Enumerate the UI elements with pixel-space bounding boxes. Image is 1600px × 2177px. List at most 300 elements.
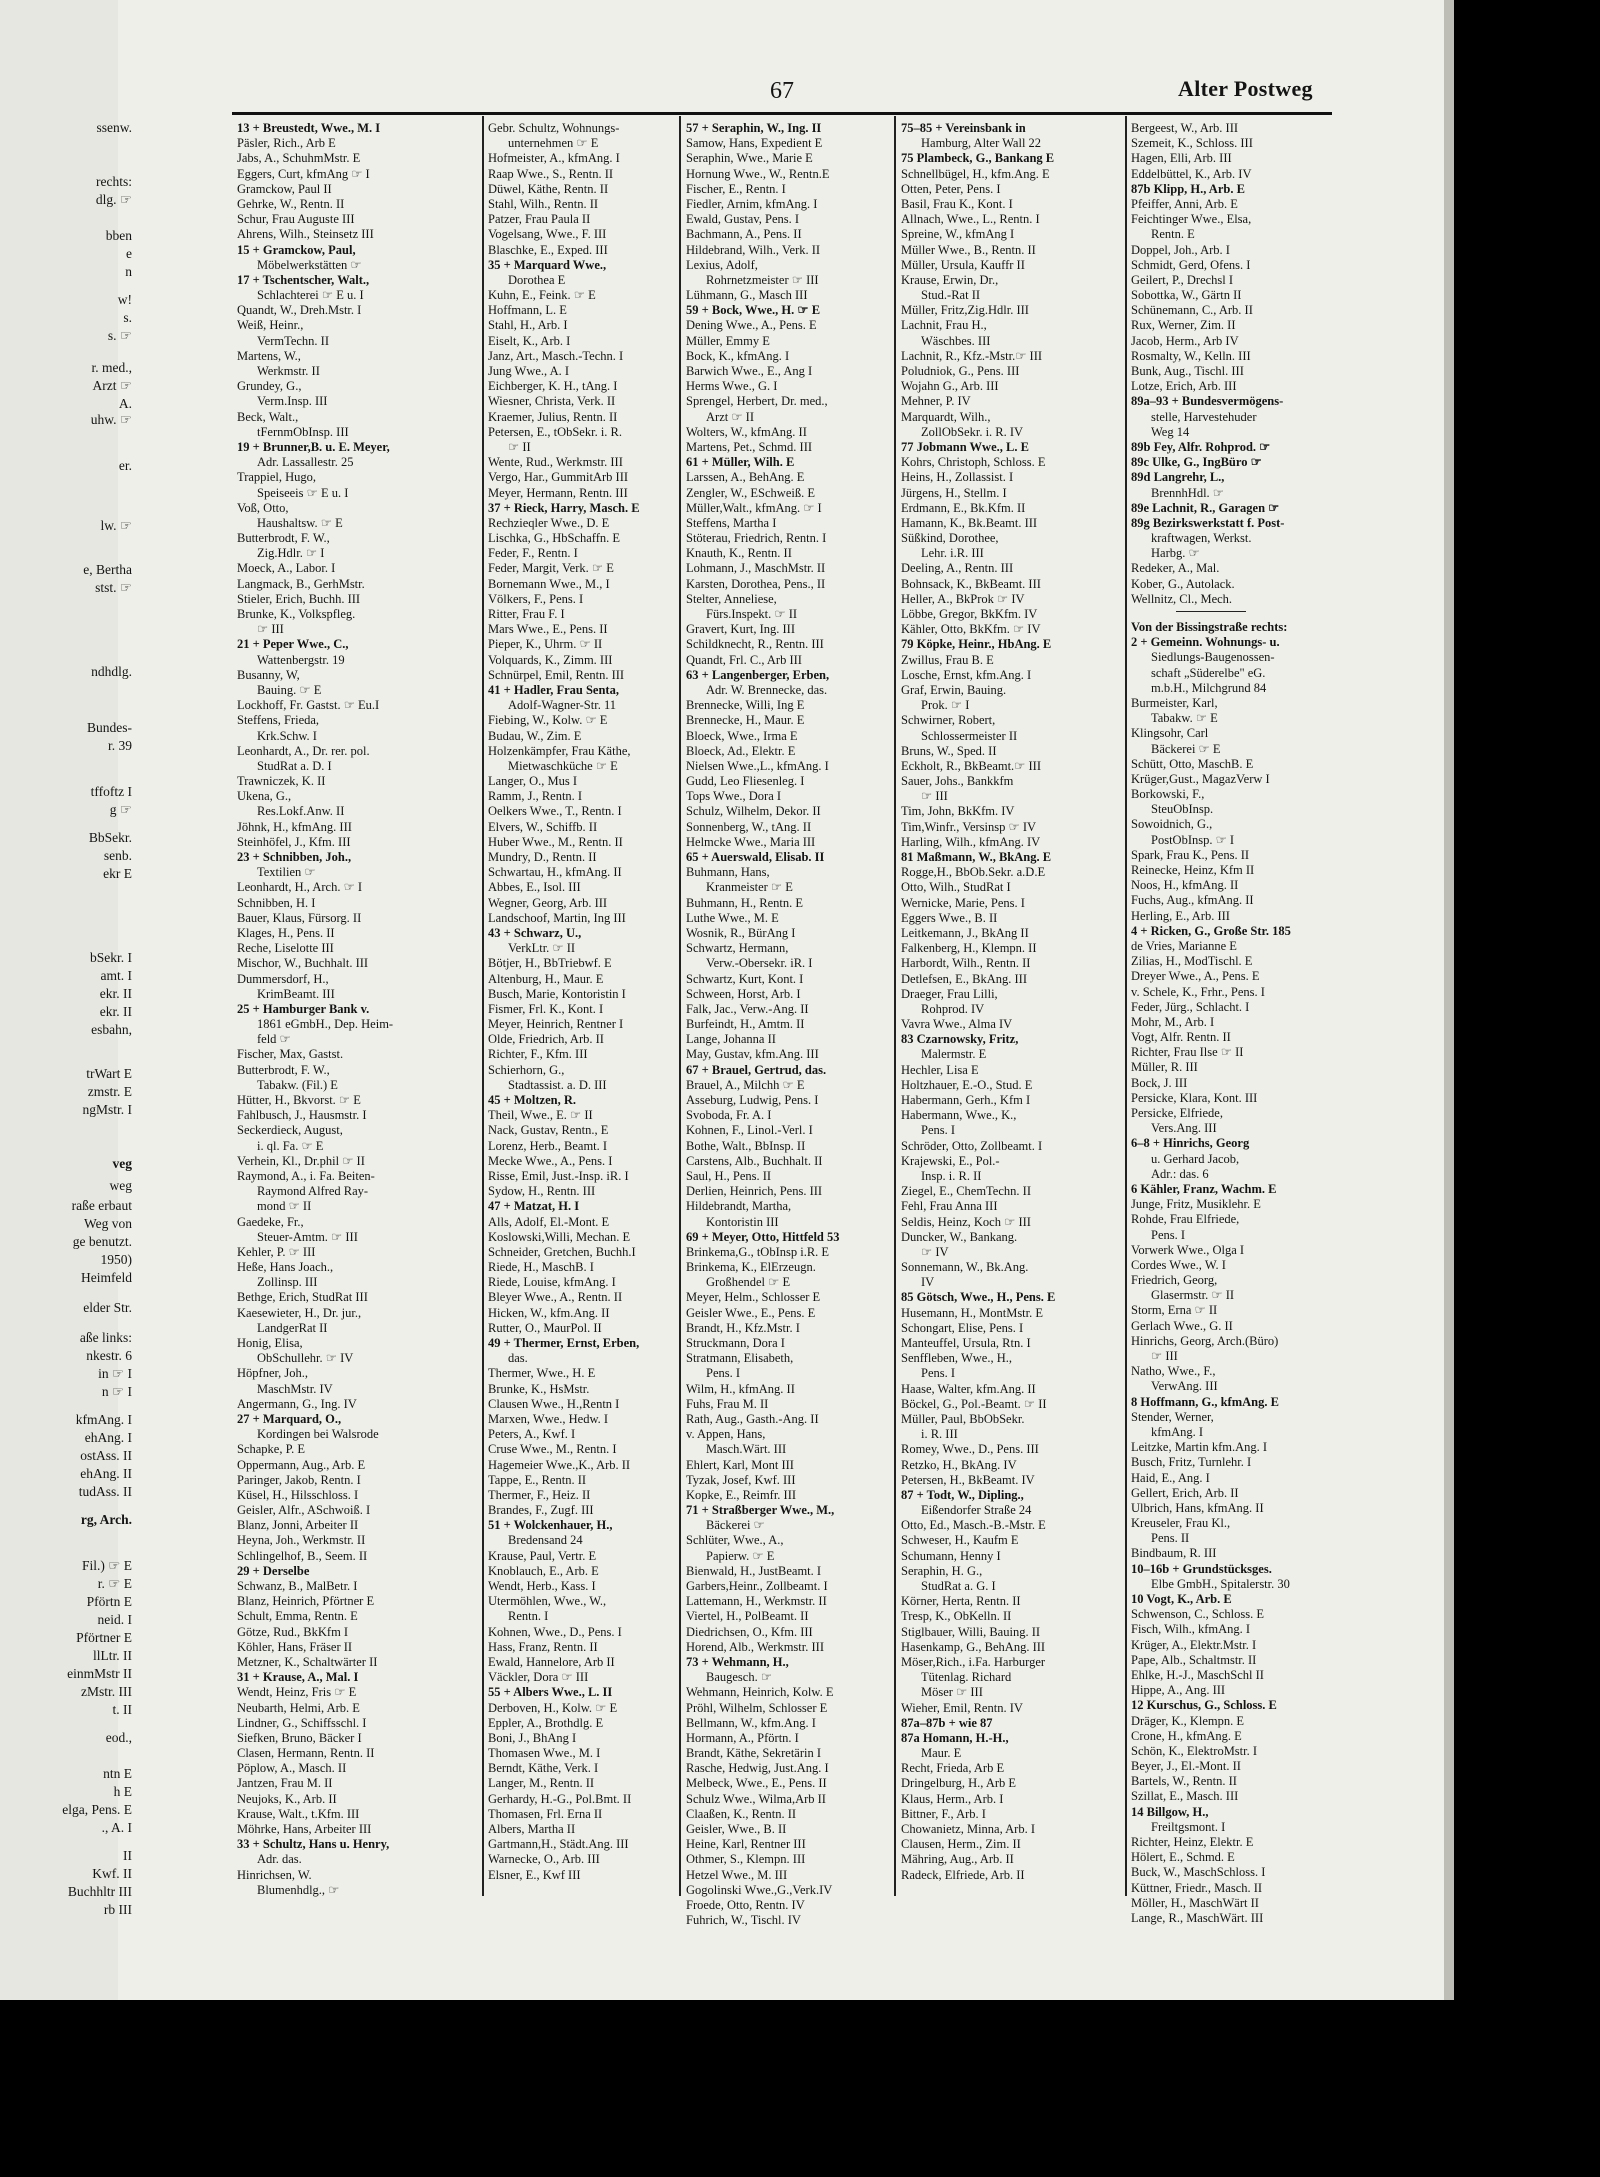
resident-entry: Thomasen Wwe., M. I [488,1746,601,1761]
previous-page-fragment: er. [118,458,132,473]
resident-entry: Bothe, Walt., BbInsp. II [686,1138,806,1153]
resident-entry: Clausen, Herm., Zim. II [901,1837,1021,1852]
resident-entry: Küttner, Friedr., Masch. II [1131,1880,1263,1895]
resident-entry: Stelter, Anneliese, [686,591,777,606]
resident-entry: Kopke, E., Reimfr. III [686,1487,797,1502]
house-number-entry: 21 + Peper Wwe., C., [237,637,349,652]
resident-entry: Wiesner, Christa, Verk. II [488,394,616,409]
resident-entry: Ziegel, E., ChemTechn. II [901,1184,1031,1199]
previous-page-fragment: Weg von [83,1216,132,1231]
previous-page-fragment: n [125,264,132,279]
resident-entry: Junge, Fritz, Musiklehr. E [1131,1197,1261,1212]
resident-entry: Gebr. Schultz, Wohnungs- [488,121,620,135]
entry-continuation: KrimBeamt. III [257,986,335,1001]
previous-page-fragment: ngMstr. I [82,1102,132,1117]
resident-entry: Meyer, Helm., Schlosser E [686,1290,821,1305]
house-number-entry: 75–85 + Vereinsbank in [901,121,1026,135]
resident-entry: Utermöhlen, Wwe., W., [488,1594,607,1609]
resident-entry: Szemeit, K., Schloss. III [1131,136,1253,151]
resident-entry: Landschoof, Martin, Ing III [488,910,626,925]
resident-entry: Harling, Wilh., kfmAng. IV [901,834,1041,849]
resident-entry: Warnecke, O., Arb. III [488,1852,600,1867]
resident-entry: Fisch, Wilh., kfmAng. I [1131,1622,1251,1637]
resident-entry: Hechler, Lisa E [901,1062,979,1077]
entry-continuation: Adr. Lassallestr. 25 [257,455,354,470]
resident-entry: Zengler, W., ESchweiß. E [686,485,815,500]
resident-entry: Brandes, F., Zugf. III [488,1503,594,1518]
resident-entry: Lange, Johanna II [686,1032,776,1047]
resident-entry: v. Schele, K., Frhr., Pens. I [1131,984,1265,999]
resident-entry: Brinkema, K., ElErzeugn. [686,1260,816,1275]
resident-entry: Hölert, E., Schmd. E [1131,1850,1235,1865]
resident-entry: Gramckow, Paul II [237,181,332,196]
resident-entry: Lischka, G., HbSchaffn. E [488,531,621,546]
resident-entry: Theil, Wwe., E. ☞ II [488,1108,593,1123]
previous-page-fragment: nkestr. 6 [86,1348,132,1363]
resident-entry: Meyer, Hermann, Rentn. III [488,485,628,500]
previous-page-fragment: weg [109,1178,132,1193]
column-divider [482,116,484,1896]
resident-entry: Jöhnk, H., kfmAng. III [237,819,352,834]
resident-entry: Hildebrandt, Martha, [686,1199,792,1214]
previous-page-fragment: Buchhltr III [67,1884,132,1899]
resident-entry: Spark, Frau K., Pens. II [1131,847,1250,862]
resident-entry: Müller Wwe., B., Rentn. II [901,242,1036,257]
previous-page-fragment: in ☞ I [98,1366,132,1381]
resident-entry: Fehl, Frau Anna III [901,1199,998,1214]
resident-entry: Lockhoff, Fr. Gastst. ☞ Eu.I [237,698,380,713]
resident-entry: Lotze, Erich, Arb. III [1131,379,1237,394]
entry-continuation: Haushaltsw. ☞ E [257,515,343,530]
resident-entry: Othmer, S., Klempn. III [686,1852,806,1867]
resident-entry: Ulbrich, Hans, kfmAng. II [1131,1500,1264,1515]
previous-page-fragment: tudAss. II [78,1484,132,1499]
resident-entry: Schnellbügel, H., kfm.Ang. E [901,166,1050,181]
previous-page-fragment: einmMstr II [67,1666,132,1681]
previous-page-fragment: 1950) [100,1252,132,1267]
entry-continuation: BrennhHdl. ☞ [1151,485,1225,500]
resident-entry: Rechzieqler Wwe., D. E [488,515,610,530]
entry-continuation: Res.Lokf.Anw. II [257,804,345,819]
entry-continuation: Textilien ☞ [257,865,316,880]
resident-entry: Jabs, A., SchuhmMstr. E [237,151,361,166]
resident-entry: Höpfner, Joh., [237,1366,309,1381]
entry-continuation: Hamburg, Alter Wall 22 [921,136,1042,151]
resident-entry: Weiß, Heinr., [237,318,304,333]
resident-entry: Haase, Walter, kfm.Ang. II [901,1381,1036,1396]
resident-entry: Fahlbusch, J., Hausmstr. I [237,1108,367,1123]
resident-entry: Persicke, Elfriede, [1131,1106,1223,1120]
resident-entry: Vavra Wwe., Alma IV [901,1017,1013,1032]
resident-entry: Beyer, J., El.-Mont. II [1131,1759,1241,1774]
entry-continuation: Baugesch. ☞ [706,1670,773,1685]
resident-entry: Friedrich, Georg, [1131,1273,1218,1288]
previous-page-fragment: t. II [112,1702,132,1717]
previous-page-fragment: Heimfeld [81,1270,132,1285]
resident-entry: Richter, F., Kfm. III [488,1047,588,1062]
entry-continuation: Pens. II [1151,1531,1190,1546]
resident-entry: Metzner, K., Schaltwärter II [237,1654,378,1669]
previous-page-fragment: ndhdlg. [91,664,132,679]
entry-continuation: stelle, Harvestehuder [1151,409,1257,424]
resident-entry: Barwich Wwe., E., Ang I [686,364,813,378]
resident-entry: Pröhl, Wilhelm, Schlosser E [686,1700,828,1715]
previous-page-fragment: Arzt ☞ [92,378,132,393]
previous-page-fragment: ekr. II [99,986,132,1001]
resident-entry: Albers, Martha II [488,1822,576,1836]
entry-continuation: ObSchullehr. ☞ IV [257,1351,354,1366]
resident-entry: Hetzel Wwe., M. III [686,1867,788,1882]
house-number-entry: 29 + Derselbe [237,1563,310,1578]
resident-entry: Hildebrand, Wilh., Verk. II [686,242,821,257]
house-number-entry: 57 + Seraphin, W., Ing. II [686,121,822,135]
resident-entry: Klingsohr, Carl [1131,726,1209,741]
previous-page-fragment: dlg. ☞ [95,192,132,207]
resident-entry: Schween, Horst, Arb. I [686,986,801,1001]
resident-entry: Sonnenberg, W., tAng. II [686,819,812,834]
resident-entry: Elvers, W., Schiffb. II [488,819,598,834]
entry-continuation: unternehmen ☞ E [508,136,599,151]
resident-entry: Garbers,Heinr., Zollbeamt. I [686,1579,828,1593]
resident-entry: Spreine, W., kfmAng I [901,227,1015,242]
previous-page-fragment: kfmAng. I [75,1412,132,1427]
house-number-entry: 87 + Todt, W., Dipling., [901,1487,1024,1502]
resident-entry: Pape, Alb., Schaltmstr. II [1131,1652,1257,1667]
resident-entry: Alls, Adolf, El.-Mont. E [488,1214,610,1229]
house-number-entry: 45 + Moltzen, R. [488,1093,577,1107]
resident-entry: Butterbrodt, F. W., [237,1062,330,1077]
entry-continuation: schaft „Süderelbe" eG. [1151,665,1266,680]
resident-entry: Brennecke, H., Maur. E [686,713,805,728]
resident-entry: Müller, Emmy E [686,333,770,348]
resident-entry: Husemann, H., MontMstr. E [901,1305,1044,1320]
resident-entry: Dening Wwe., A., Pens. E [686,318,817,333]
house-number-entry: 51 + Wolckenhauer, H., [488,1518,613,1533]
resident-entry: Bock, K., kfmAng. I [686,348,790,363]
resident-entry: Brandt, Käthe, Sekretärin I [686,1746,822,1761]
entry-continuation: Bäckerei ☞ E [1151,741,1221,756]
previous-page-fragment: rg, Arch. [80,1512,132,1527]
resident-entry: Beck, Walt., [237,409,299,424]
resident-entry: Oppermann, Aug., Arb. E [237,1457,366,1472]
previous-page-fragment: h E [113,1784,132,1799]
resident-entry: May, Gustav, kfm.Ang. III [686,1047,819,1062]
house-number-entry: 10 Vogt, K., Arb. E [1131,1592,1232,1606]
house-number-entry: 73 + Wehmann, H., [686,1654,789,1669]
resident-entry: Thermer, F., Heiz. II [488,1487,591,1502]
entry-continuation: Großhendel ☞ E [706,1275,791,1290]
resident-entry: Hamann, K., Bk.Beamt. III [901,515,1038,530]
resident-entry: Sobottka, W., Gärtn II [1131,288,1242,303]
previous-page-fragment: II [123,1848,132,1863]
resident-entry: Eichberger, K. H., tAng. I [488,379,618,394]
entry-continuation: kfmAng. I [1151,1424,1204,1439]
resident-entry: Eggers Wwe., B. II [901,910,998,925]
resident-entry: Wendt, Herb., Kass. I [488,1579,596,1593]
resident-entry: Müller, Ursula, Kauffr II [901,257,1025,272]
entry-continuation: Blumenhdlg., ☞ [257,1882,340,1897]
previous-page-fragment: elder Str. [83,1300,132,1315]
entry-continuation: Vers.Ang. III [1151,1121,1217,1136]
resident-entry: Schierhorn, G., [488,1062,565,1077]
resident-entry: Jantzen, Frau M. II [237,1776,333,1791]
resident-entry: Wosnik, R., BürAng I [686,925,796,940]
previous-page-fragment: e, Bertha [83,562,132,577]
resident-entry: Leonhardt, A., Dr. rer. pol. [237,743,370,758]
resident-entry: Krüger, A., Elektr.Mstr. I [1131,1637,1257,1652]
resident-entry: Wilm, H., kfmAng. II [686,1381,795,1396]
resident-entry: Froede, Otto, Rentn. IV [686,1897,805,1912]
resident-entry: Hornung Wwe., W., Rentn.E [686,166,830,181]
house-number-entry: 77 Jobmann Wwe., L. E [901,439,1029,454]
resident-entry: Holtzhauer, E.-O., Stud. E [901,1077,1033,1092]
resident-entry: Raap Wwe., S., Rentn. II [488,166,614,181]
resident-entry: Langer, O., Mus I [488,774,578,789]
entry-continuation: Rohprod. IV [921,1001,985,1016]
resident-entry: Gogolinski Wwe.,G.,Verk.IV [686,1882,833,1897]
resident-entry: Kehler, P. ☞ III [237,1244,316,1259]
resident-entry: Wegner, Georg, Arb. III [488,895,608,910]
house-number-entry: 6 Kähler, Franz, Wachm. E [1131,1181,1277,1196]
resident-entry: Boni, J., BhAng I [488,1730,577,1745]
previous-page-fragment: ekr E [103,866,132,881]
resident-entry: Grundey, G., [237,379,302,394]
resident-entry: Lange, R., MaschWärt. III [1131,1910,1264,1925]
entry-continuation: Zollinsp. III [257,1275,318,1290]
resident-entry: Hagen, Elli, Arb. III [1131,151,1232,166]
resident-entry: Fuchs, Aug., kfmAng. II [1131,893,1254,908]
resident-entry: Risse, Emil, Just.-Insp. iR. I [488,1168,629,1183]
resident-entry: Müller, Fritz,Zig.Hdlr. III [901,303,1029,318]
directory-column-1 [237,121,393,1898]
previous-page-fragment: ge benutzt. [72,1234,132,1249]
entry-continuation: ☞ II [508,439,531,454]
house-number-entry: 87a Homann, H.-H., [901,1730,1009,1745]
resident-entry: Kober, G., Autolack. [1131,576,1235,591]
resident-entry: Quandt, Frl. C., Arb III [686,652,802,667]
resident-entry: Kohrs, Christoph, Schloss. E [901,455,1046,470]
previous-page-fragment: llLtr. II [93,1648,132,1663]
resident-entry: Butterbrodt, F. W., [237,531,330,546]
house-number-entry: 67 + Brauel, Gertrud, das. [686,1062,827,1077]
resident-entry: Redeker, A., Mal. [1131,561,1220,576]
resident-entry: Geisler, Wwe., B. II [686,1822,787,1836]
resident-entry: Gellert, Erich, Arb. II [1131,1485,1239,1500]
resident-entry: Poludniok, G., Pens. III [901,364,1020,378]
entry-continuation: StudRat a. D. I [257,758,332,773]
resident-entry: Fischer, Max, Gastst. [237,1047,344,1062]
resident-entry: Bachmann, A., Pens. II [686,227,802,242]
resident-entry: Feder, F., Rentn. I [488,546,578,561]
resident-entry: Bornemann Wwe., M., I [488,576,610,591]
resident-entry: Kohnen, F., Linol.-Verl. I [686,1123,813,1138]
entry-continuation: Rentn. I [508,1609,549,1624]
house-number-entry: 59 + Bock, Wwe., H. ☞ E [686,303,821,318]
entry-continuation: Prok. ☞ I [921,698,970,713]
resident-entry: Ritter, Frau F. I [488,607,565,621]
resident-entry: Lachnit, Frau H., [901,318,987,333]
resident-entry: Leitzke, Martin kfm.Ang. I [1131,1440,1268,1455]
previous-page-fragment: elga, Pens. E [62,1802,132,1817]
resident-entry: Tresp, K., ObKelln. II [901,1609,1012,1624]
resident-entry: Hasenkamp, G., BehAng. III [901,1639,1046,1654]
resident-entry: Päsler, Rich., Arb E [237,136,336,151]
entry-continuation: feld ☞ [257,1032,291,1047]
entry-continuation: Speiseeis ☞ E u. I [257,485,349,500]
column-divider [1125,116,1127,1896]
resident-entry: Diedrichsen, O., Kfm. III [686,1624,813,1639]
resident-entry: Schnibben, H. I [237,895,316,910]
entry-continuation: Steuer-Amtm. ☞ III [257,1229,358,1244]
previous-page-fragment: trWart E [86,1066,132,1081]
resident-entry: Allnach, Wwe., L., Rentn. I [901,212,1040,227]
section-separator [1131,611,1291,620]
resident-entry: Mischor, W., Buchhalt. III [237,956,369,971]
resident-entry: Luthe Wwe., M. E [686,910,779,925]
entry-continuation: Bauing. ☞ E [257,682,322,697]
entry-continuation: Bredensand 24 [508,1533,583,1548]
resident-entry: Gerhardy, H.-G., Pol.Bmt. II [488,1791,632,1806]
resident-entry: Hagemeier Wwe.,K., Arb. II [488,1457,631,1472]
resident-entry: Natho, Wwe., F., [1131,1364,1216,1379]
resident-entry: Duncker, W., Bankang. [901,1229,1018,1244]
resident-entry: Möhrke, Hans, Arbeiter III [237,1822,372,1836]
resident-entry: Rogge,H., BbOb.Sekr. a.D.E [901,865,1046,880]
resident-entry: Crone, H., kfmAng. E [1131,1728,1242,1743]
previous-page-fragment: s. [123,310,132,325]
house-number-entry: 89c Ulke, G., IngBüro ☞ [1131,455,1262,470]
resident-entry: Kuhn, E., Feink. ☞ E [488,288,596,303]
resident-entry: Ewald, Gustav, Pens. I [686,212,800,227]
resident-entry: Sauer, Johs., Bankkfm [901,774,1014,789]
resident-entry: Götze, Rud., BkKfm I [237,1624,349,1639]
resident-entry: Elsner, E., Kwf III [488,1867,581,1882]
resident-entry: Busanny, W, [237,667,300,682]
resident-entry: Bloeck, Ad., Elektr. E [686,743,796,758]
resident-entry: Schulz, Wilhelm, Dekor. II [686,804,821,819]
resident-entry: Clausen Wwe., H.,Rentn I [488,1396,620,1411]
resident-entry: Lohmann, J., MaschMstr. II [686,561,826,576]
resident-entry: Tim,Winfr., Versinsp ☞ IV [901,819,1037,834]
resident-entry: Schröder, Otto, Zollbeamt. I [901,1138,1043,1153]
resident-entry: Lachnit, R., Kfz.-Mstr.☞ III [901,348,1043,363]
house-number-entry: 10–16b + Grundstücksges. [1131,1561,1272,1576]
resident-entry: Brinkema,G., tObInsp i.R. E [686,1244,830,1259]
resident-entry: Gravert, Kurt, Ing. III [686,622,795,637]
resident-entry: Vogt, Alfr. Rentn. II [1131,1030,1231,1045]
entry-continuation: Masch.Wärt. III [706,1442,787,1457]
entry-continuation: Lehr. i.R. III [921,546,984,561]
column-divider [894,116,896,1896]
previous-page-fragment: senb. [103,848,132,863]
entry-continuation: tFernmObInsp. III [257,424,349,439]
previous-page-fragment: stst. ☞ [95,580,132,595]
resident-entry: Knoblauch, E., Arb. E [488,1563,599,1578]
resident-entry: Dummersdorf, H., [237,971,329,986]
resident-entry: Herling, E., Arb. III [1131,908,1230,923]
previous-page-fragment: Pförtner E [76,1630,132,1645]
resident-entry: Rutter, O., MaurPol. II [488,1320,602,1335]
resident-entry: Tops Wwe., Dora I [686,789,782,804]
entry-continuation: Pens. I [921,1366,956,1381]
resident-entry: Holzenkämpfer, Frau Käthe, [488,743,631,758]
previous-page-fragment: ostAss. II [80,1448,132,1463]
resident-entry: Wernicke, Marie, Pens. I [901,895,1025,910]
resident-entry: Heller, A., BkProk ☞ IV [901,591,1025,606]
resident-entry: Reinecke, Heinz, Kfm II [1131,863,1255,877]
resident-entry: Losche, Ernst, kfm.Ang. I [901,667,1032,682]
resident-entry: Gehrke, W., Rentn. II [237,196,345,211]
resident-entry: Blaschke, E., Exped. III [488,242,608,257]
previous-page-fragment: raße erbaut [71,1198,132,1213]
resident-entry: Hofmeister, A., kfmAng. I [488,151,620,166]
resident-entry: Rath, Aug., Gasth.-Ang. II [686,1411,819,1426]
resident-entry: Brennecke, Willi, Ing E [686,698,805,713]
entry-continuation: Stud.-Rat II [921,288,981,303]
resident-entry: Zilias, H., ModTischl. E [1131,954,1253,969]
resident-entry: Abbes, E., Isol. III [488,880,581,895]
directory-column-2 [488,121,640,1883]
resident-entry: Thermer, Wwe., H. E [488,1366,596,1381]
previous-page-fragment: ., A. I [101,1820,132,1835]
resident-entry: Geisler, Alfr., ASchwoiß. I [237,1503,371,1518]
resident-entry: Wolters, W., kfmAng. II [686,424,807,439]
resident-entry: Fiedler, Arnim, kfmAng. I [686,196,818,211]
resident-entry: Feder, Margit, Verk. ☞ E [488,561,614,576]
resident-entry: Reche, Liselotte III [237,941,334,956]
house-number-entry: 15 + Gramckow, Paul, [237,242,356,257]
previous-page-fragment: eod., [105,1730,132,1745]
previous-page-fragment: uhw. ☞ [90,412,132,427]
resident-entry: Erdmann, E., Bk.Kfm. II [901,500,1026,515]
entry-continuation: m.b.H., Milchgrund 84 [1151,680,1267,695]
entry-continuation: Bäckerei ☞ [706,1518,765,1533]
entry-continuation: SteuObInsp. [1151,802,1214,817]
entry-continuation: StudRat a. G. I [921,1579,996,1593]
previous-page-fragment: A. [118,396,132,411]
resident-entry: Kreuseler, Frau Kl., [1131,1516,1231,1531]
resident-entry: Brandt, H., Kfz.Mstr. I [686,1320,800,1335]
resident-entry: Busch, Fritz, Turnlehr. I [1131,1455,1252,1470]
resident-entry: Mehner, P. IV [901,394,971,409]
resident-entry: Pfeiffer, Anni, Arb. E [1131,196,1238,211]
resident-entry: Burfeindt, H., Amtm. II [686,1017,805,1032]
previous-page-fragment: rechts: [96,174,132,189]
house-number-entry: 85 Götsch, Wwe., H., Pens. E [901,1290,1056,1305]
resident-entry: Bleyer Wwe., A., Rentn. II [488,1290,623,1305]
house-number-entry: 23 + Schnibben, Joh., [237,850,352,864]
resident-entry: Szillat, E., Masch. III [1131,1789,1239,1804]
resident-entry: Draeger, Frau Lilli, [901,986,998,1001]
resident-entry: Schlüter, Wwe., A., [686,1533,784,1548]
resident-entry: Schwanz, B., MalBetr. I [237,1579,358,1593]
previous-page-fragment: ekr. II [99,1004,132,1019]
directory-column-5 [1131,121,1291,1926]
entry-continuation: ☞ III [257,622,284,637]
house-number-entry: 31 + Krause, A., Mal. I [237,1670,359,1685]
entry-continuation: Möser ☞ III [921,1685,983,1700]
resident-entry: Schwirner, Robert, [901,713,996,728]
resident-entry: Jung Wwe., A. I [488,364,570,378]
resident-entry: Bötjer, H., BbTriebwf. E [488,956,612,971]
entry-continuation: Tabakw. ☞ E [1151,711,1218,726]
resident-entry: Burmeister, Karl, [1131,695,1218,710]
resident-entry: Oelkers Wwe., T., Rentn. I [488,804,622,819]
previous-page-fragment: bSekr. I [90,950,132,965]
entry-continuation: Rohrnetzmeister ☞ III [706,272,819,287]
resident-entry: Rux, Werner, Zim. II [1131,318,1236,333]
resident-entry: Wieher, Emil, Rentn. IV [901,1700,1023,1715]
